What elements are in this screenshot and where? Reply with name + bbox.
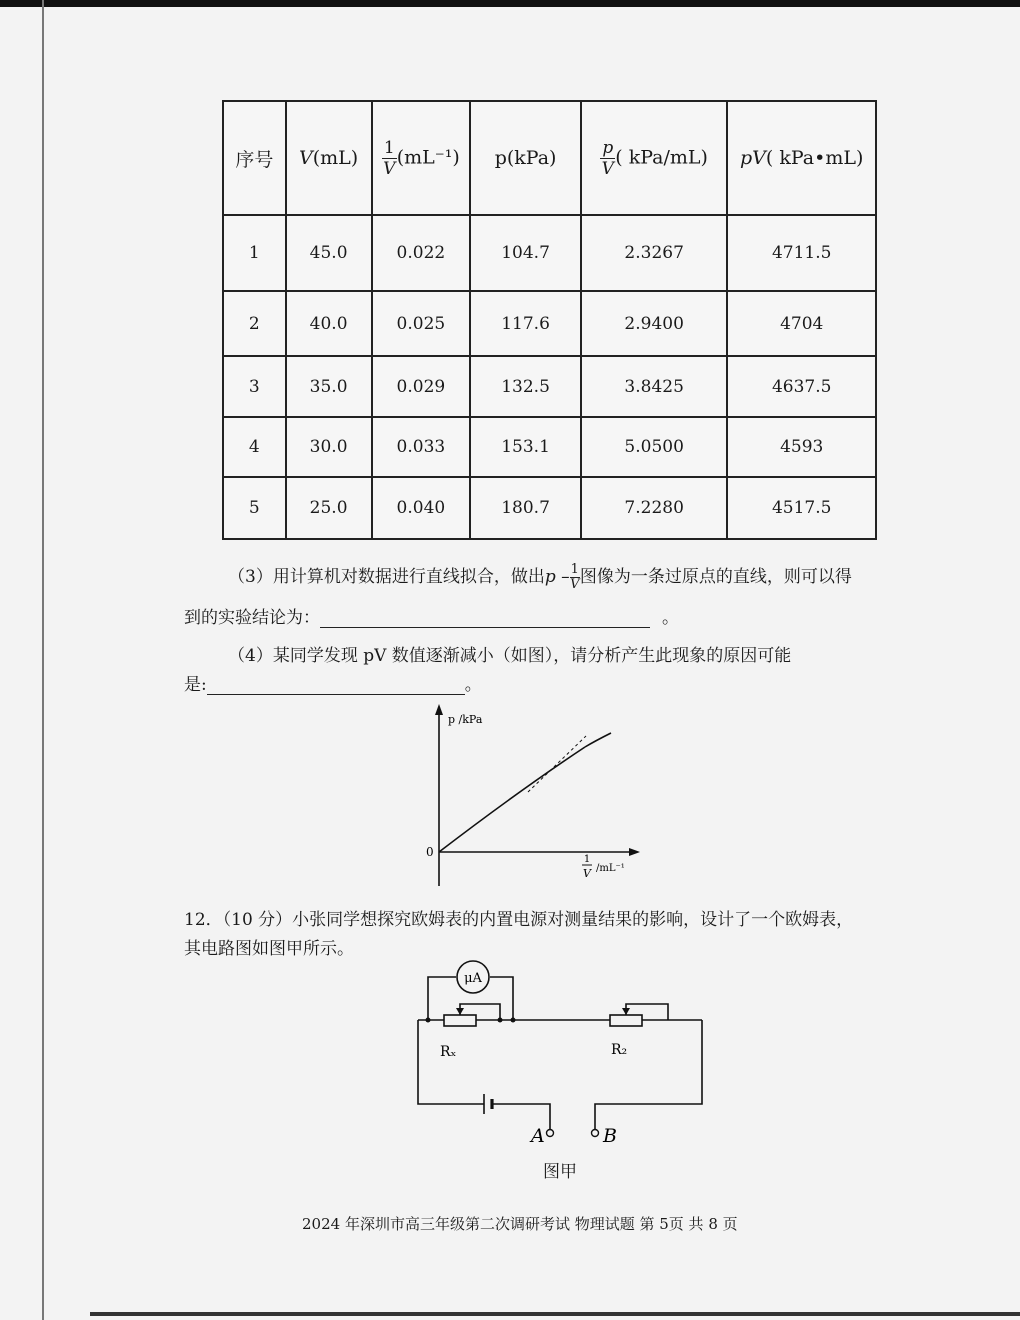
rx-label: Rₓ <box>440 1044 457 1060</box>
table-row <box>223 477 876 539</box>
q4-end-mark: 。 <box>464 675 482 695</box>
table-cell: 35.0 <box>286 356 372 417</box>
header-p-over-v-fraction <box>600 138 615 179</box>
x-axis-label-unit: /mL⁻¹ <box>596 863 625 874</box>
q4-text-2: 是: <box>184 675 207 695</box>
table-cell: 0.025 <box>372 291 471 356</box>
table-header-row <box>223 101 876 215</box>
table-cell: 4 <box>223 417 286 477</box>
r2-label: R₂ <box>611 1042 628 1058</box>
question-4-line-1: （4）某同学发现 pV 数值逐渐减小（如图），请分析产生此现象的原因可能 <box>228 646 792 666</box>
x-axis-arrow <box>629 848 640 856</box>
frac-num: 1 <box>383 137 395 158</box>
table-cell: 45.0 <box>286 215 372 291</box>
table-cell: 5 <box>223 477 286 539</box>
meter-wire-left <box>428 977 456 1020</box>
table-cell: 4711.5 <box>727 215 876 291</box>
figure-caption: 图甲 <box>543 1162 577 1182</box>
table-row <box>223 215 876 291</box>
table-cell: 2.9400 <box>581 291 728 356</box>
rx-resistor <box>444 1015 476 1026</box>
circuit-diagram <box>400 960 710 1150</box>
scan-left-edge <box>42 0 44 1320</box>
table-cell: 2 <box>223 291 286 356</box>
table-row <box>223 356 876 417</box>
table-cell: 40.0 <box>286 291 372 356</box>
header-pv-product <box>727 101 876 215</box>
x-axis-label-den: V <box>583 867 591 880</box>
table-cell: 153.1 <box>470 417 581 477</box>
wire-to-terminal-b <box>595 1020 702 1130</box>
header-inverse-volume <box>372 101 471 215</box>
frac-den: V <box>601 158 614 179</box>
q3-text-1: （3）用计算机对数据进行直线拟合，做出 <box>228 567 545 587</box>
table-cell: 104.7 <box>470 215 581 291</box>
answer-blank-q4[interactable] <box>207 676 465 695</box>
q3-frac-lead: p – <box>544 567 570 587</box>
header-pressure: p(kPa) <box>470 101 581 215</box>
page-footer: 2024 年深圳市高三年级第二次调研考试 物理试题 第 5页 共 8 页 <box>302 1215 738 1233</box>
data-curve <box>439 747 585 852</box>
frac-num: p <box>602 137 614 158</box>
scan-top-edge <box>0 0 1020 7</box>
question-3-line-1 <box>228 562 852 592</box>
header-pv-unit: ( kPa•mL) <box>765 147 864 169</box>
table-cell: 4593 <box>727 417 876 477</box>
header-volume-unit: (mL) <box>312 147 359 169</box>
rx-slider-arrow <box>456 1008 464 1015</box>
frac-den: V <box>383 158 396 179</box>
frac-den: V <box>570 577 580 592</box>
table-cell: 0.029 <box>372 356 471 417</box>
header-inverse-volume-fraction <box>382 138 397 179</box>
terminal-a-post <box>547 1130 554 1137</box>
x-axis-label-num: 1 <box>583 854 591 865</box>
p-inverse-v-graph <box>410 700 650 890</box>
question-4-line-2 <box>184 670 482 695</box>
rx-slider-wire <box>460 1004 500 1020</box>
ideal-line-dashed <box>528 736 586 792</box>
question-12-line-2: 其电路图如图甲所示。 <box>184 939 354 959</box>
answer-blank-q3[interactable] <box>320 609 650 628</box>
microammeter-label: μA <box>464 971 482 986</box>
terminal-b-post <box>592 1130 599 1137</box>
r2-resistor <box>610 1015 642 1026</box>
table-cell: 30.0 <box>286 417 372 477</box>
table-cell: 3 <box>223 356 286 417</box>
junction-dot <box>511 1018 516 1023</box>
table-cell: 25.0 <box>286 477 372 539</box>
table-cell: 7.2280 <box>581 477 728 539</box>
r2-slider-arrow <box>622 1008 630 1015</box>
data-curve-tail <box>585 733 611 747</box>
q3-fraction <box>570 563 580 592</box>
question-12-line-1: 12．（10 分）小张同学想探究欧姆表的内置电源对测量结果的影响，设计了一个欧姆表， <box>184 910 854 930</box>
table-cell: 5.0500 <box>581 417 728 477</box>
question-3-line-2 <box>184 603 679 628</box>
meter-wire-right <box>490 977 513 1020</box>
frac-num: 1 <box>570 562 579 577</box>
terminal-b-label: B <box>603 1125 617 1147</box>
scan-bottom-edge <box>90 1312 1020 1316</box>
table-cell: 4704 <box>727 291 876 356</box>
table-cell: 1 <box>223 215 286 291</box>
q3-text-3: 到的实验结论为： <box>184 608 320 628</box>
y-axis-label: p /kPa <box>448 713 483 726</box>
table-cell: 0.033 <box>372 417 471 477</box>
table-row <box>223 417 876 477</box>
data-table <box>222 100 877 540</box>
table-cell: 0.022 <box>372 215 471 291</box>
junction-dot <box>498 1018 503 1023</box>
header-volume <box>286 101 372 215</box>
header-volume-symbol: V <box>298 147 313 169</box>
header-pv-symbol: pV <box>740 147 766 169</box>
junction-dot <box>426 1018 431 1023</box>
header-seq: 序号 <box>223 101 286 215</box>
table-cell: 180.7 <box>470 477 581 539</box>
y-axis-arrow <box>435 704 443 715</box>
header-inverse-volume-unit: (mL⁻¹) <box>396 146 460 168</box>
q3-end-mark: 。 <box>662 608 679 628</box>
table-cell: 117.6 <box>470 291 581 356</box>
table-cell: 4517.5 <box>727 477 876 539</box>
r2-slider-wire <box>626 1004 668 1020</box>
q3-text-2: 图像为一条过原点的直线，则可以得 <box>579 567 852 587</box>
header-p-over-v <box>581 101 728 215</box>
wire-left-bottom <box>418 1020 484 1104</box>
table-cell: 0.040 <box>372 477 471 539</box>
table-cell: 4637.5 <box>727 356 876 417</box>
origin-label: 0 <box>426 845 434 859</box>
table-cell: 132.5 <box>470 356 581 417</box>
terminal-a-label: A <box>531 1125 545 1147</box>
header-p-over-v-unit: ( kPa/mL) <box>615 146 708 168</box>
table-row <box>223 291 876 356</box>
table-cell: 2.3267 <box>581 215 728 291</box>
table-cell: 3.8425 <box>581 356 728 417</box>
